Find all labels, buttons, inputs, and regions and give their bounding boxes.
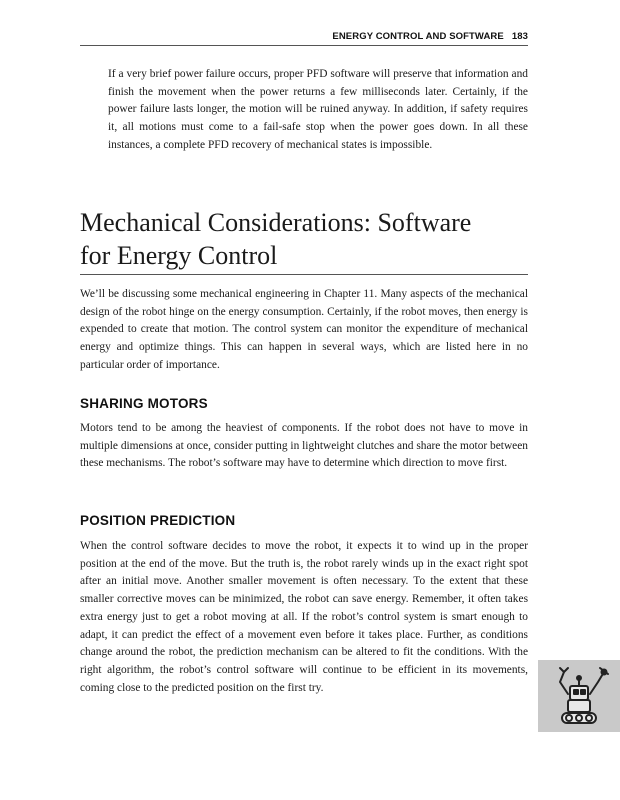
- running-title: ENERGY CONTROL AND SOFTWARE: [332, 31, 504, 42]
- section-paragraph: We’ll be discussing some mechanical engineering in Chapter 11. Many aspects of the mechanical design of the robot hinge on the energy consumption. Certainly, if the robot moves, then energy is expended to create that motion. The control system can monitor the expenditure of mechanical energy and optimize things. This can happen in several ways, which are listed here in no particular order of importance.: [80, 288, 528, 371]
- subsection-paragraph-sharing-motors: Motors tend to be among the heaviest of components. If the robot does not have to move in multiple dimensions at once, consider putting in lightweight clutches and share the motor between these mechanisms. The robot’s software may have to determine which direction to move first.: [80, 422, 528, 470]
- subsection-heading-sharing-motors: SHARING MOTORS: [80, 396, 208, 411]
- subsection-heading-position-prediction: POSITION PREDICTION: [80, 513, 236, 528]
- section-title: [80, 206, 528, 275]
- margin-icon-box: [538, 660, 620, 732]
- running-header: [80, 31, 528, 46]
- section-title-line2: for Energy Control: [80, 241, 278, 270]
- subsection-paragraph-position-prediction: When the control software decides to move the robot, it expects it to wind up in the proper position at the end of the move. But the truth is, the robot rarely winds up in the exact right spot after an initial move. Another smaller movement is often necessary. To the extent that these smaller corrective moves can be minimized, the robot can save energy. Remember, it often takes extra energy just to get a robot moving at all. If the robot’s control system is smart enough to adapt, it can predict the effect of a movement even before it takes place. Further, as conditions change around the robot, the prediction mechanism can be altered to fit the conditions. With the right algorithm, the robot’s control software will continue to be efficient in its movements, coming close to the predicted position on the first try.: [80, 540, 528, 694]
- header-text: [332, 31, 528, 42]
- section-title-line1: Mechanical Considerations: Software: [80, 208, 472, 237]
- page-number: 183: [511, 31, 528, 42]
- robot-tool-icon: [538, 660, 620, 732]
- intro-paragraph: If a very brief power failure occurs, proper PFD software will preserve that information and finish the movement when the power returns a few milliseconds later. Certainly, if the power failure lasts longer, the motion will be ruined anyway. In addition, if safety requires it, all motions must come to a fail-safe stop when the power goes down. In all these instances, a complete PFD recovery of mechanical states is impossible.: [108, 68, 528, 151]
